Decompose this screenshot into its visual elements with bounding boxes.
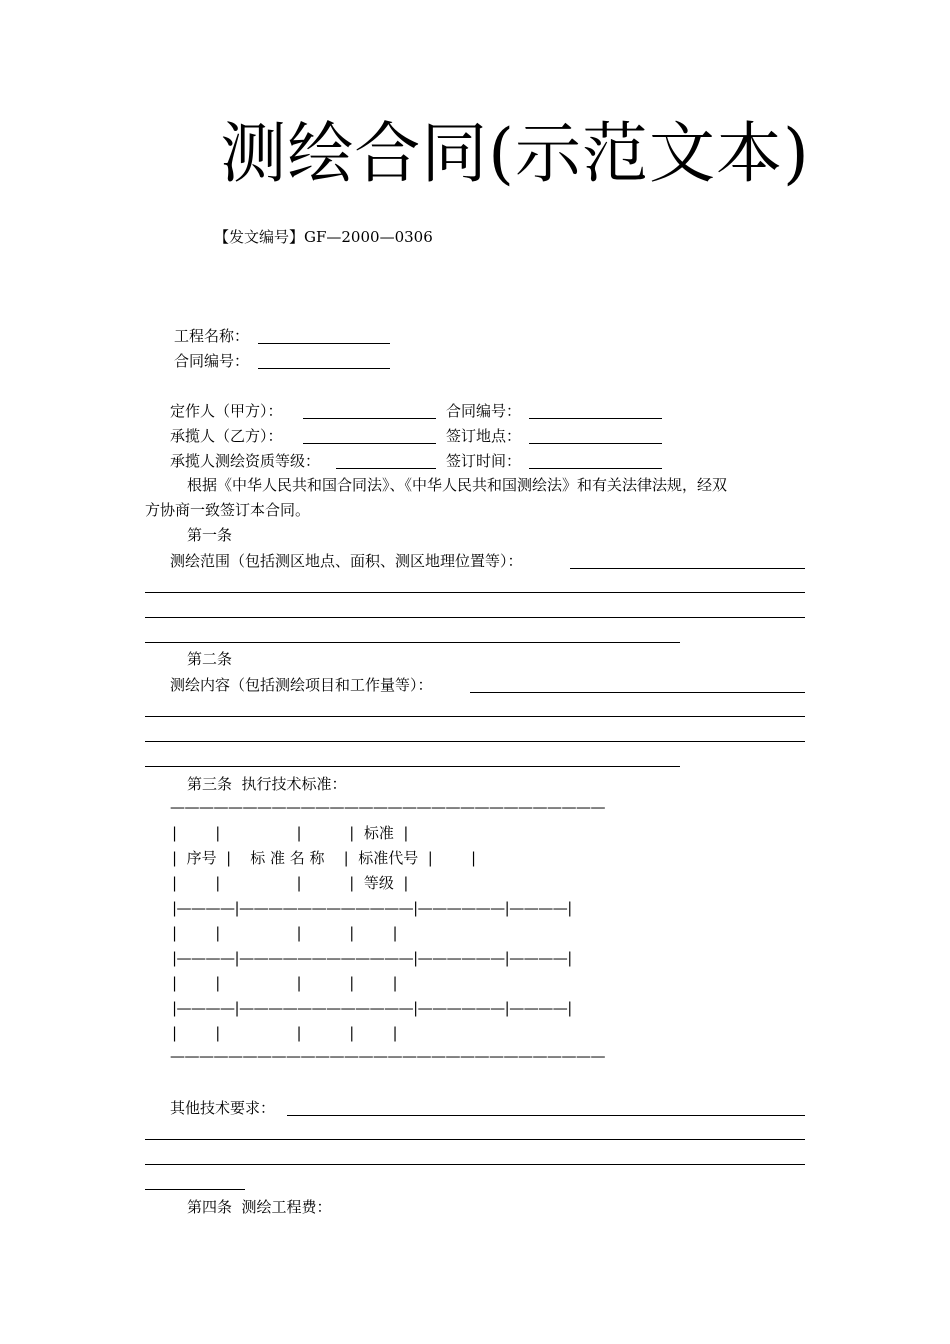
preamble-line-2: 方协商一致签订本合同。 — [145, 501, 311, 519]
article-2-rule-3[interactable] — [145, 766, 680, 767]
party-b-label: 承揽人（乙方）： — [170, 427, 283, 445]
document-title: 测绘合同(示范文本) — [220, 115, 810, 192]
table-row[interactable]: | | | | | — [172, 924, 398, 942]
article-2-rule-1[interactable] — [145, 716, 805, 717]
sign-time-label: 签订时间： — [446, 452, 522, 470]
article-2-blank[interactable] — [470, 692, 805, 693]
table-bottom-border: —————————————————————————————— — [170, 1047, 605, 1065]
table-header-row-3: | | | | 等级 | — [172, 874, 409, 892]
table-header-row-1: | | | | 标准 | — [172, 824, 409, 842]
other-requirements-rule-1[interactable] — [145, 1139, 805, 1140]
article-1-rule-3[interactable] — [145, 642, 680, 643]
project-name-blank[interactable] — [258, 343, 390, 344]
article-1-rule-2[interactable] — [145, 617, 805, 618]
table-separator-1: |————|————————————|——————|————| — [172, 899, 572, 917]
contract-number-blank-2[interactable] — [529, 418, 662, 419]
document-number: 【发文编号】GF—2000—0306 — [214, 228, 433, 246]
table-row[interactable]: | | | | | — [172, 1024, 398, 1042]
sign-place-label: 签订地点： — [446, 427, 522, 445]
contract-number-label-2: 合同编号： — [446, 402, 522, 420]
other-requirements-label: 其他技术要求： — [170, 1099, 276, 1117]
table-separator-3: |————|————————————|——————|————| — [172, 999, 572, 1017]
article-2-rule-2[interactable] — [145, 741, 805, 742]
contract-number-blank[interactable] — [258, 368, 390, 369]
table-separator-2: |————|————————————|——————|————| — [172, 949, 572, 967]
other-requirements-rule-3[interactable] — [145, 1189, 245, 1190]
party-a-label: 定作人（甲方）： — [170, 402, 283, 420]
sign-place-blank[interactable] — [529, 443, 662, 444]
contract-number-label: 合同编号： — [174, 352, 250, 370]
table-top-border: —————————————————————————————— — [170, 798, 605, 816]
article-1-rule-1[interactable] — [145, 592, 805, 593]
party-b-blank[interactable] — [303, 443, 436, 444]
sign-time-blank[interactable] — [529, 468, 662, 469]
party-a-blank[interactable] — [303, 418, 436, 419]
qualification-blank[interactable] — [336, 468, 436, 469]
article-1-label: 测绘范围（包括测区地点、面积、测区地理位置等）： — [170, 552, 523, 570]
qualification-label: 承揽人测绘资质等级： — [170, 452, 321, 470]
article-2-title: 第二条 — [187, 650, 233, 668]
article-2-label: 测绘内容（包括测绘项目和工作量等）： — [170, 676, 433, 694]
other-requirements-rule-2[interactable] — [145, 1164, 805, 1165]
table-row[interactable]: | | | | | — [172, 974, 398, 992]
article-1-title: 第一条 — [187, 526, 233, 544]
article-1-blank[interactable] — [570, 568, 805, 569]
table-header-row-2: | 序号 | 标 准 名 称 | 标准代号 | | — [172, 849, 477, 867]
preamble-line-1: 根据《中华人民共和国合同法》、《中华人民共和国测绘法》和有关法律法规，经双 — [187, 476, 728, 494]
article-3-title: 第三条 执行技术标准： — [187, 775, 347, 793]
project-name-label: 工程名称： — [174, 327, 250, 345]
other-requirements-blank[interactable] — [287, 1115, 805, 1116]
article-4-title: 第四条 测绘工程费： — [187, 1198, 332, 1216]
